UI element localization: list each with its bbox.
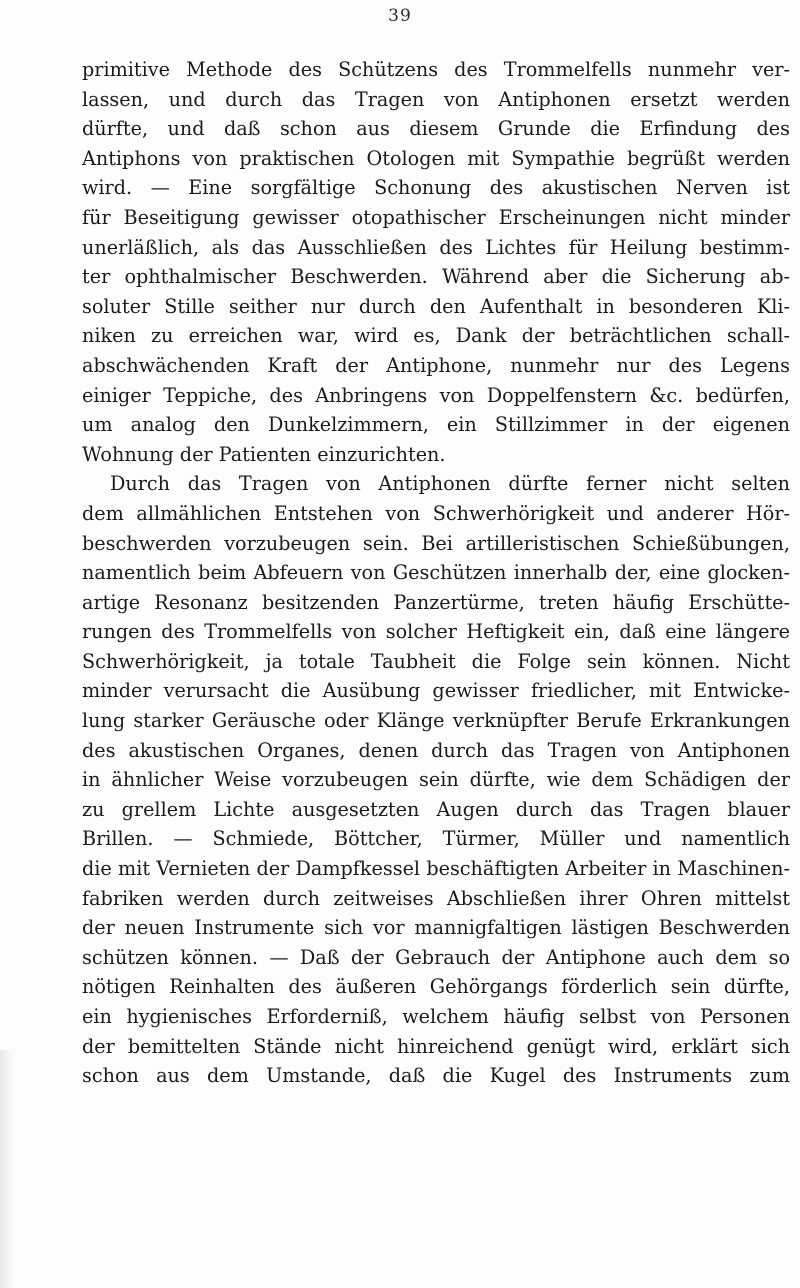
text-line: unerläßlich, als das Ausschließen des Lichtes für Heilung bestimm- bbox=[82, 235, 790, 259]
text-line: schützen können. — Daß der Gebrauch der Antiphone auch dem so bbox=[82, 945, 790, 969]
body-text bbox=[82, 55, 790, 1091]
text-line: Schwerhörigkeit, ja totale Taubheit die Folge sein können. Nicht bbox=[82, 649, 790, 673]
text-line: in ähnlicher Weise vorzubeugen sein dürfte, wie dem Schädigen der bbox=[82, 768, 790, 792]
text-line: um analog den Dunkelzimmern, ein Stillzimmer in der eigenen bbox=[82, 413, 790, 437]
text-line: abschwächenden Kraft der Antiphone, nunmehr nur des Legens bbox=[82, 353, 790, 377]
text-line: dem allmählichen Entstehen von Schwerhörigkeit und anderer Hör- bbox=[82, 501, 790, 525]
text-line: beschwerden vorzubeugen sein. Bei artilleristischen Schießübungen, bbox=[82, 531, 790, 555]
text-line: minder verursacht die Ausübung gewisser friedlicher, mit Entwicke- bbox=[82, 679, 790, 703]
text-line: der bemittelten Stände nicht hinreichend genügt wird, erklärt sich bbox=[82, 1034, 790, 1058]
text-line: Antiphons von praktischen Otologen mit Sympathie begrüßt werden bbox=[82, 146, 790, 170]
text-line: schon aus dem Umstande, daß die Kugel des Instruments zum bbox=[82, 1064, 790, 1088]
paragraph-start-line: Durch das Tragen von Antiphonen dürfte ferner nicht selten bbox=[110, 472, 790, 496]
text-line: artige Resonanz besitzenden Panzertürme, treten häufig Erschütte- bbox=[82, 590, 790, 614]
text-line: ter ophthalmischer Beschwerden. Während aber die Sicherung ab- bbox=[82, 265, 790, 289]
text-line: die mit Vernieten der Dampfkessel beschäftigten Arbeiter in Maschinen- bbox=[82, 857, 790, 881]
text-line: einiger Teppiche, des Anbringens von Doppelfenstern &c. bedürfen, bbox=[82, 383, 790, 407]
text-line: des akustischen Organes, denen durch das Tragen von Antiphonen bbox=[82, 738, 790, 762]
page-number: 39 bbox=[388, 6, 412, 26]
text-line: fabriken werden durch zeitweises Abschließen ihrer Ohren mittelst bbox=[82, 886, 790, 910]
text-line: rungen des Trommelfells von solcher Heftigkeit ein, daß eine längere bbox=[82, 620, 790, 644]
text-line: dürfte, und daß schon aus diesem Grunde die Erfindung des bbox=[82, 117, 790, 141]
text-line: ein hygienisches Erforderniß, welchem häufig selbst von Personen bbox=[82, 1005, 790, 1028]
text-line: lassen, und durch das Tragen von Antiphonen ersetzt werden bbox=[82, 87, 790, 111]
text-line: namentlich beim Abfeuern von Geschützen innerhalb der, eine glocken- bbox=[82, 561, 790, 585]
text-line: wird. — Eine sorgfältige Schonung des akustischen Nerven ist bbox=[82, 176, 790, 200]
text-line: niken zu erreichen war, wird es, Dank der beträchtlichen schall- bbox=[82, 324, 790, 348]
page-edge-shadow bbox=[0, 1050, 14, 1288]
text-line: primitive Methode des Schützens des Trommelfells nunmehr ver- bbox=[82, 58, 790, 81]
paragraph-end-line: Wohnung der Patienten einzurichten. bbox=[82, 442, 446, 466]
text-line: für Beseitigung gewisser otopathischer Erscheinungen nicht minder bbox=[82, 205, 790, 229]
text-line: nötigen Reinhalten des äußeren Gehörgangs förderlich sein dürfte, bbox=[82, 975, 790, 999]
text-line: Brillen. — Schmiede, Böttcher, Türmer, Müller und namentlich bbox=[82, 827, 790, 851]
text-line: soluter Stille seither nur durch den Aufenthalt in besonderen Kli- bbox=[82, 294, 790, 318]
text-line: der neuen Instrumente sich vor mannigfaltigen lästigen Beschwerden bbox=[82, 916, 790, 940]
text-line: lung starker Geräusche oder Klänge verknüpfter Berufe Erkrankungen bbox=[82, 709, 790, 733]
text-line: zu grellem Lichte ausgesetzten Augen durch das Tragen blauer bbox=[82, 797, 790, 821]
